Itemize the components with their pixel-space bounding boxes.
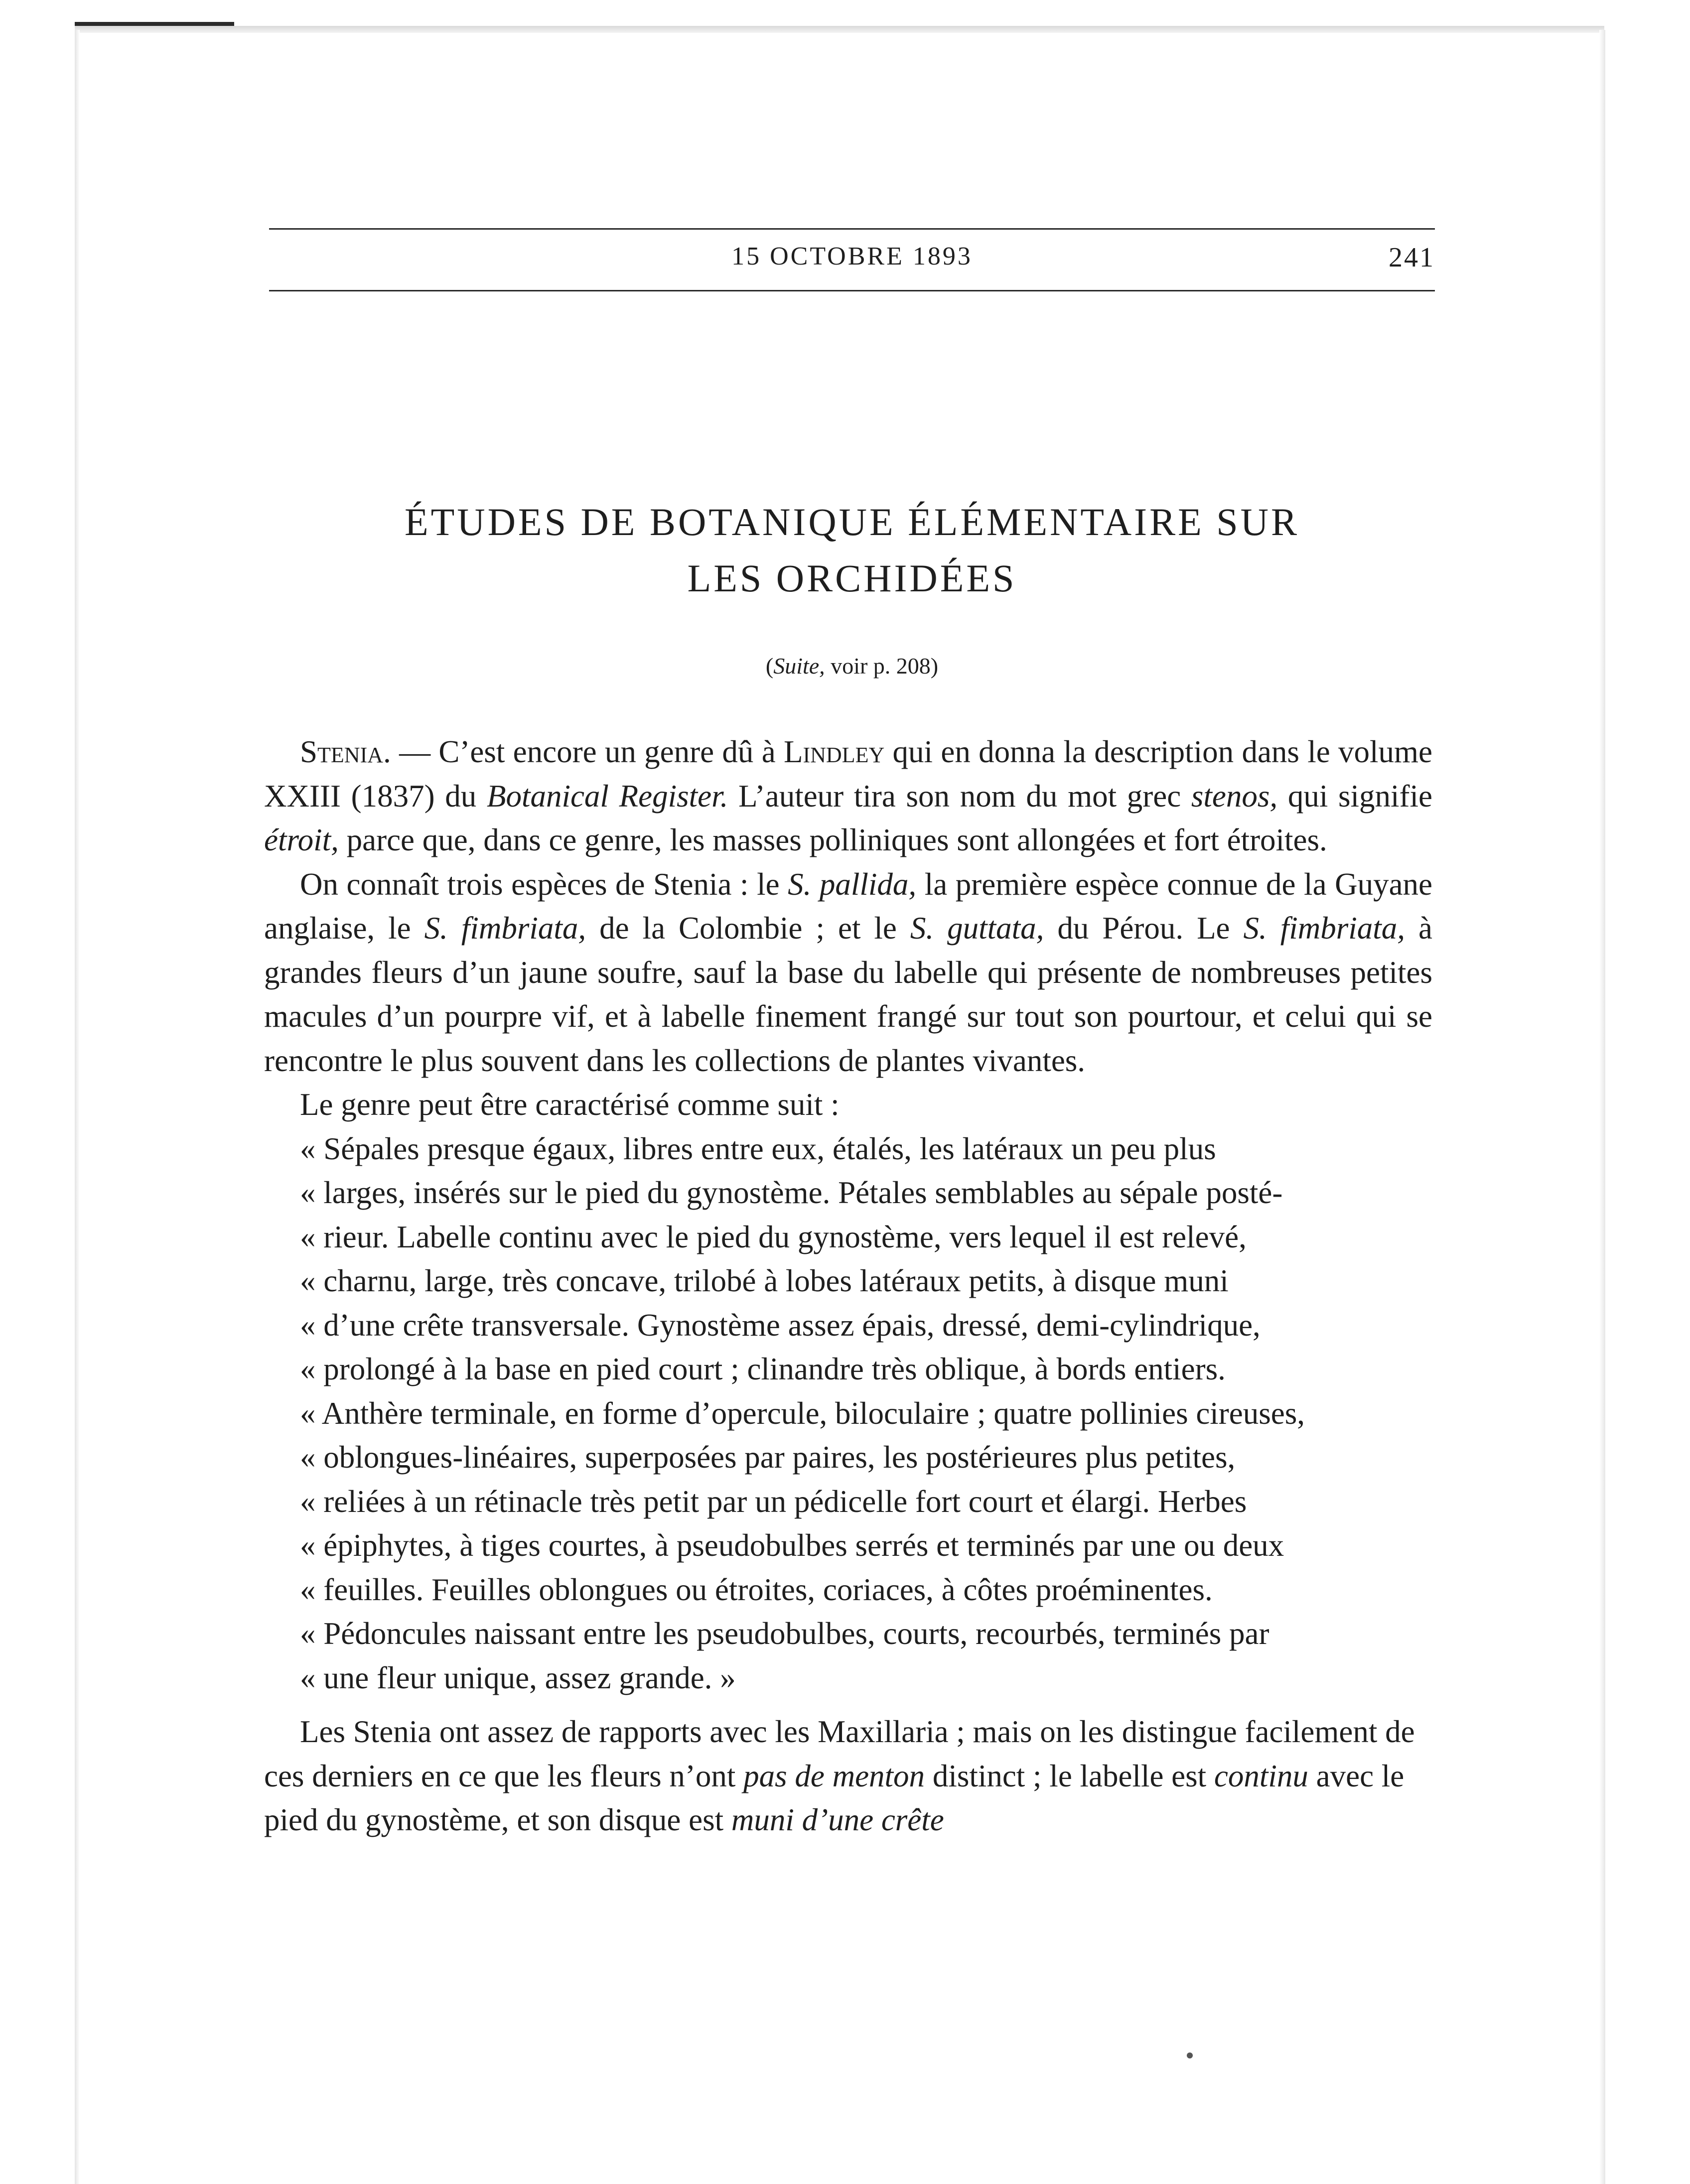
scan-edge-right	[1599, 30, 1605, 2184]
scan-edge-left	[75, 30, 80, 2184]
quote-line: « charnu, large, très concave, trilobé à lobes latéraux petits, à disque muni	[300, 1263, 1229, 1298]
scan-edge-top	[75, 26, 1604, 33]
quote-line: « épiphytes, à tiges courtes, à pseudobulbes serrés et terminés par une ou deux	[300, 1528, 1284, 1563]
book-title: Botanical Register.	[486, 778, 728, 814]
quote-line: « une fleur unique, assez grande. »	[300, 1660, 736, 1695]
header-rule-bottom	[269, 290, 1435, 291]
genus-description-quote	[264, 1127, 1432, 1700]
quote-line: « oblongues-linéaires, superposées par paires, les postérieures plus petites,	[300, 1440, 1236, 1475]
paragraph-maxillaria: Les Stenia ont assez de rapports avec les Maxillaria ; mais on les distingue facilement de ces derniers en ce que les fleurs n’ont pas de menton distinct ; le labelle est continu avec le pied du gynostème, et son disque est muni d’une crête	[264, 1714, 1415, 1837]
article-body	[264, 730, 1432, 1842]
article-title-line-1: ÉTUDES DE BOTANIQUE ÉLÉMENTAIRE SUR	[404, 500, 1299, 544]
quote-line: « prolongé à la base en pied court ; clinandre très oblique, à bords entiers.	[300, 1352, 1226, 1386]
paragraph-stenia: Stenia. — C’est encore un genre dû à Lindley qui en donna la description dans le volume XXIII (1837) du Botanical Register. L’auteur tira son nom du mot grec stenos, qui signifie étroit, parce que, dans ce genre, les masses polliniques sont allongées et fort étroites.	[264, 734, 1433, 857]
scan-speck	[1187, 2052, 1193, 2058]
running-head-date: 15 OCTOBRE 1893	[731, 242, 973, 271]
paragraph-genre-intro: Le genre peut être caractérisé comme suit :	[300, 1087, 840, 1122]
continuation-note: (Suite, voir p. 208)	[765, 653, 939, 679]
quote-line: « reliées à un rétinacle très petit par un pédicelle fort court et élargi. Herbes	[300, 1484, 1247, 1519]
quote-line: « feuilles. Feuilles oblongues ou étroites, coriaces, à côtes proéminentes.	[300, 1572, 1213, 1607]
quote-line: « d’une crête transversale. Gynostème assez épais, dressé, demi-cylindrique,	[300, 1307, 1261, 1343]
continuation-suite: Suite,	[773, 653, 825, 679]
quote-line: « rieur. Labelle continu avec le pied du gynostème, vers lequel il est relevé,	[300, 1219, 1247, 1254]
genus-name: Stenia.	[300, 734, 391, 769]
running-head	[269, 242, 1435, 281]
author-name: Lindley	[784, 734, 885, 769]
quote-line: « Sépales presque égaux, libres entre eux, étalés, les latéraux un peu plus	[300, 1131, 1216, 1166]
header-rule-top	[269, 228, 1435, 230]
quote-line: « Anthère terminale, en forme d’opercule, biloculaire ; quatre pollinies cireuses,	[300, 1395, 1305, 1431]
paragraph-species: On connaît trois espèces de Stenia : le S. pallida, la première espèce connue de la Guyane anglaise, le S. fimbriata, de la Colombie ; et le S. guttata, du Pérou. Le S. fimbriata, à grandes fleurs d’un jaune soufre, sauf la base du labelle qui présente de nombreuses petites macules d’un pourpre vif, et à labelle finement frangé sur tout son pourtour, et celui qui se rencontre le plus souvent dans les collections de plantes vivantes.	[264, 866, 1432, 1078]
quote-line: « Pédoncules naissant entre les pseudobulbes, courts, recourbés, terminés par	[300, 1616, 1269, 1651]
page-number: 241	[1389, 242, 1435, 273]
quote-line: « larges, insérés sur le pied du gynostème. Pétales semblables au sépale posté-	[300, 1175, 1283, 1210]
article-title-line-2: LES ORCHIDÉES	[687, 556, 1017, 600]
